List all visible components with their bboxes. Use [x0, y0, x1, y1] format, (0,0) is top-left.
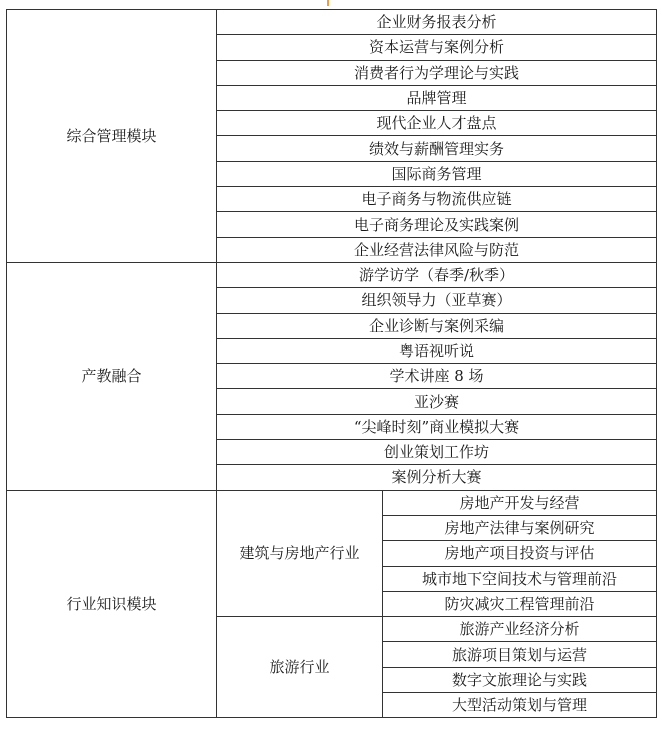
course-cell: 组织领导力（亚草赛）	[217, 288, 657, 313]
course-cell: 企业财务报表分析	[217, 10, 657, 35]
course-cell: 防灾减灾工程管理前沿	[383, 591, 657, 616]
course-cell: 游学访学（春季/秋季）	[217, 262, 657, 287]
section-name: 综合管理模块	[7, 10, 217, 263]
curriculum-table	[6, 9, 657, 718]
table-row	[7, 490, 657, 515]
course-cell: 粤语视听说	[217, 338, 657, 363]
course-cell: 大型活动策划与管理	[383, 693, 657, 718]
course-cell: 旅游项目策划与运营	[383, 642, 657, 667]
course-cell: 学术讲座 8 场	[217, 364, 657, 389]
course-cell: 资本运营与案例分析	[217, 35, 657, 60]
top-orange-marker	[327, 0, 329, 6]
course-cell: 创业策划工作坊	[217, 440, 657, 465]
table-row	[7, 10, 657, 35]
course-cell: 城市地下空间技术与管理前沿	[383, 566, 657, 591]
course-cell: 旅游产业经济分析	[383, 617, 657, 642]
course-cell: 案例分析大赛	[217, 465, 657, 490]
course-cell: 现代企业人才盘点	[217, 111, 657, 136]
subgroup-name: 旅游行业	[217, 617, 383, 718]
course-cell: 企业经营法律风险与防范	[217, 237, 657, 262]
subgroup-name: 建筑与房地产行业	[217, 490, 383, 616]
section-name: 产教融合	[7, 262, 217, 490]
course-cell: 电子商务理论及实践案例	[217, 212, 657, 237]
course-cell: 企业诊断与案例采编	[217, 313, 657, 338]
table-row	[7, 262, 657, 287]
course-cell: 房地产开发与经营	[383, 490, 657, 515]
course-cell: 国际商务管理	[217, 161, 657, 186]
course-cell: 绩效与薪酬管理实务	[217, 136, 657, 161]
course-cell: 房地产项目投资与评估	[383, 541, 657, 566]
course-cell: 亚沙赛	[217, 389, 657, 414]
section-name: 行业知识模块	[7, 490, 217, 718]
course-cell: 数字文旅理论与实践	[383, 667, 657, 692]
course-cell: 消费者行为学理论与实践	[217, 60, 657, 85]
course-cell: 品牌管理	[217, 85, 657, 110]
course-cell: 房地产法律与案例研究	[383, 515, 657, 540]
course-cell: 电子商务与物流供应链	[217, 187, 657, 212]
course-cell: “尖峰时刻”商业模拟大赛	[217, 414, 657, 439]
